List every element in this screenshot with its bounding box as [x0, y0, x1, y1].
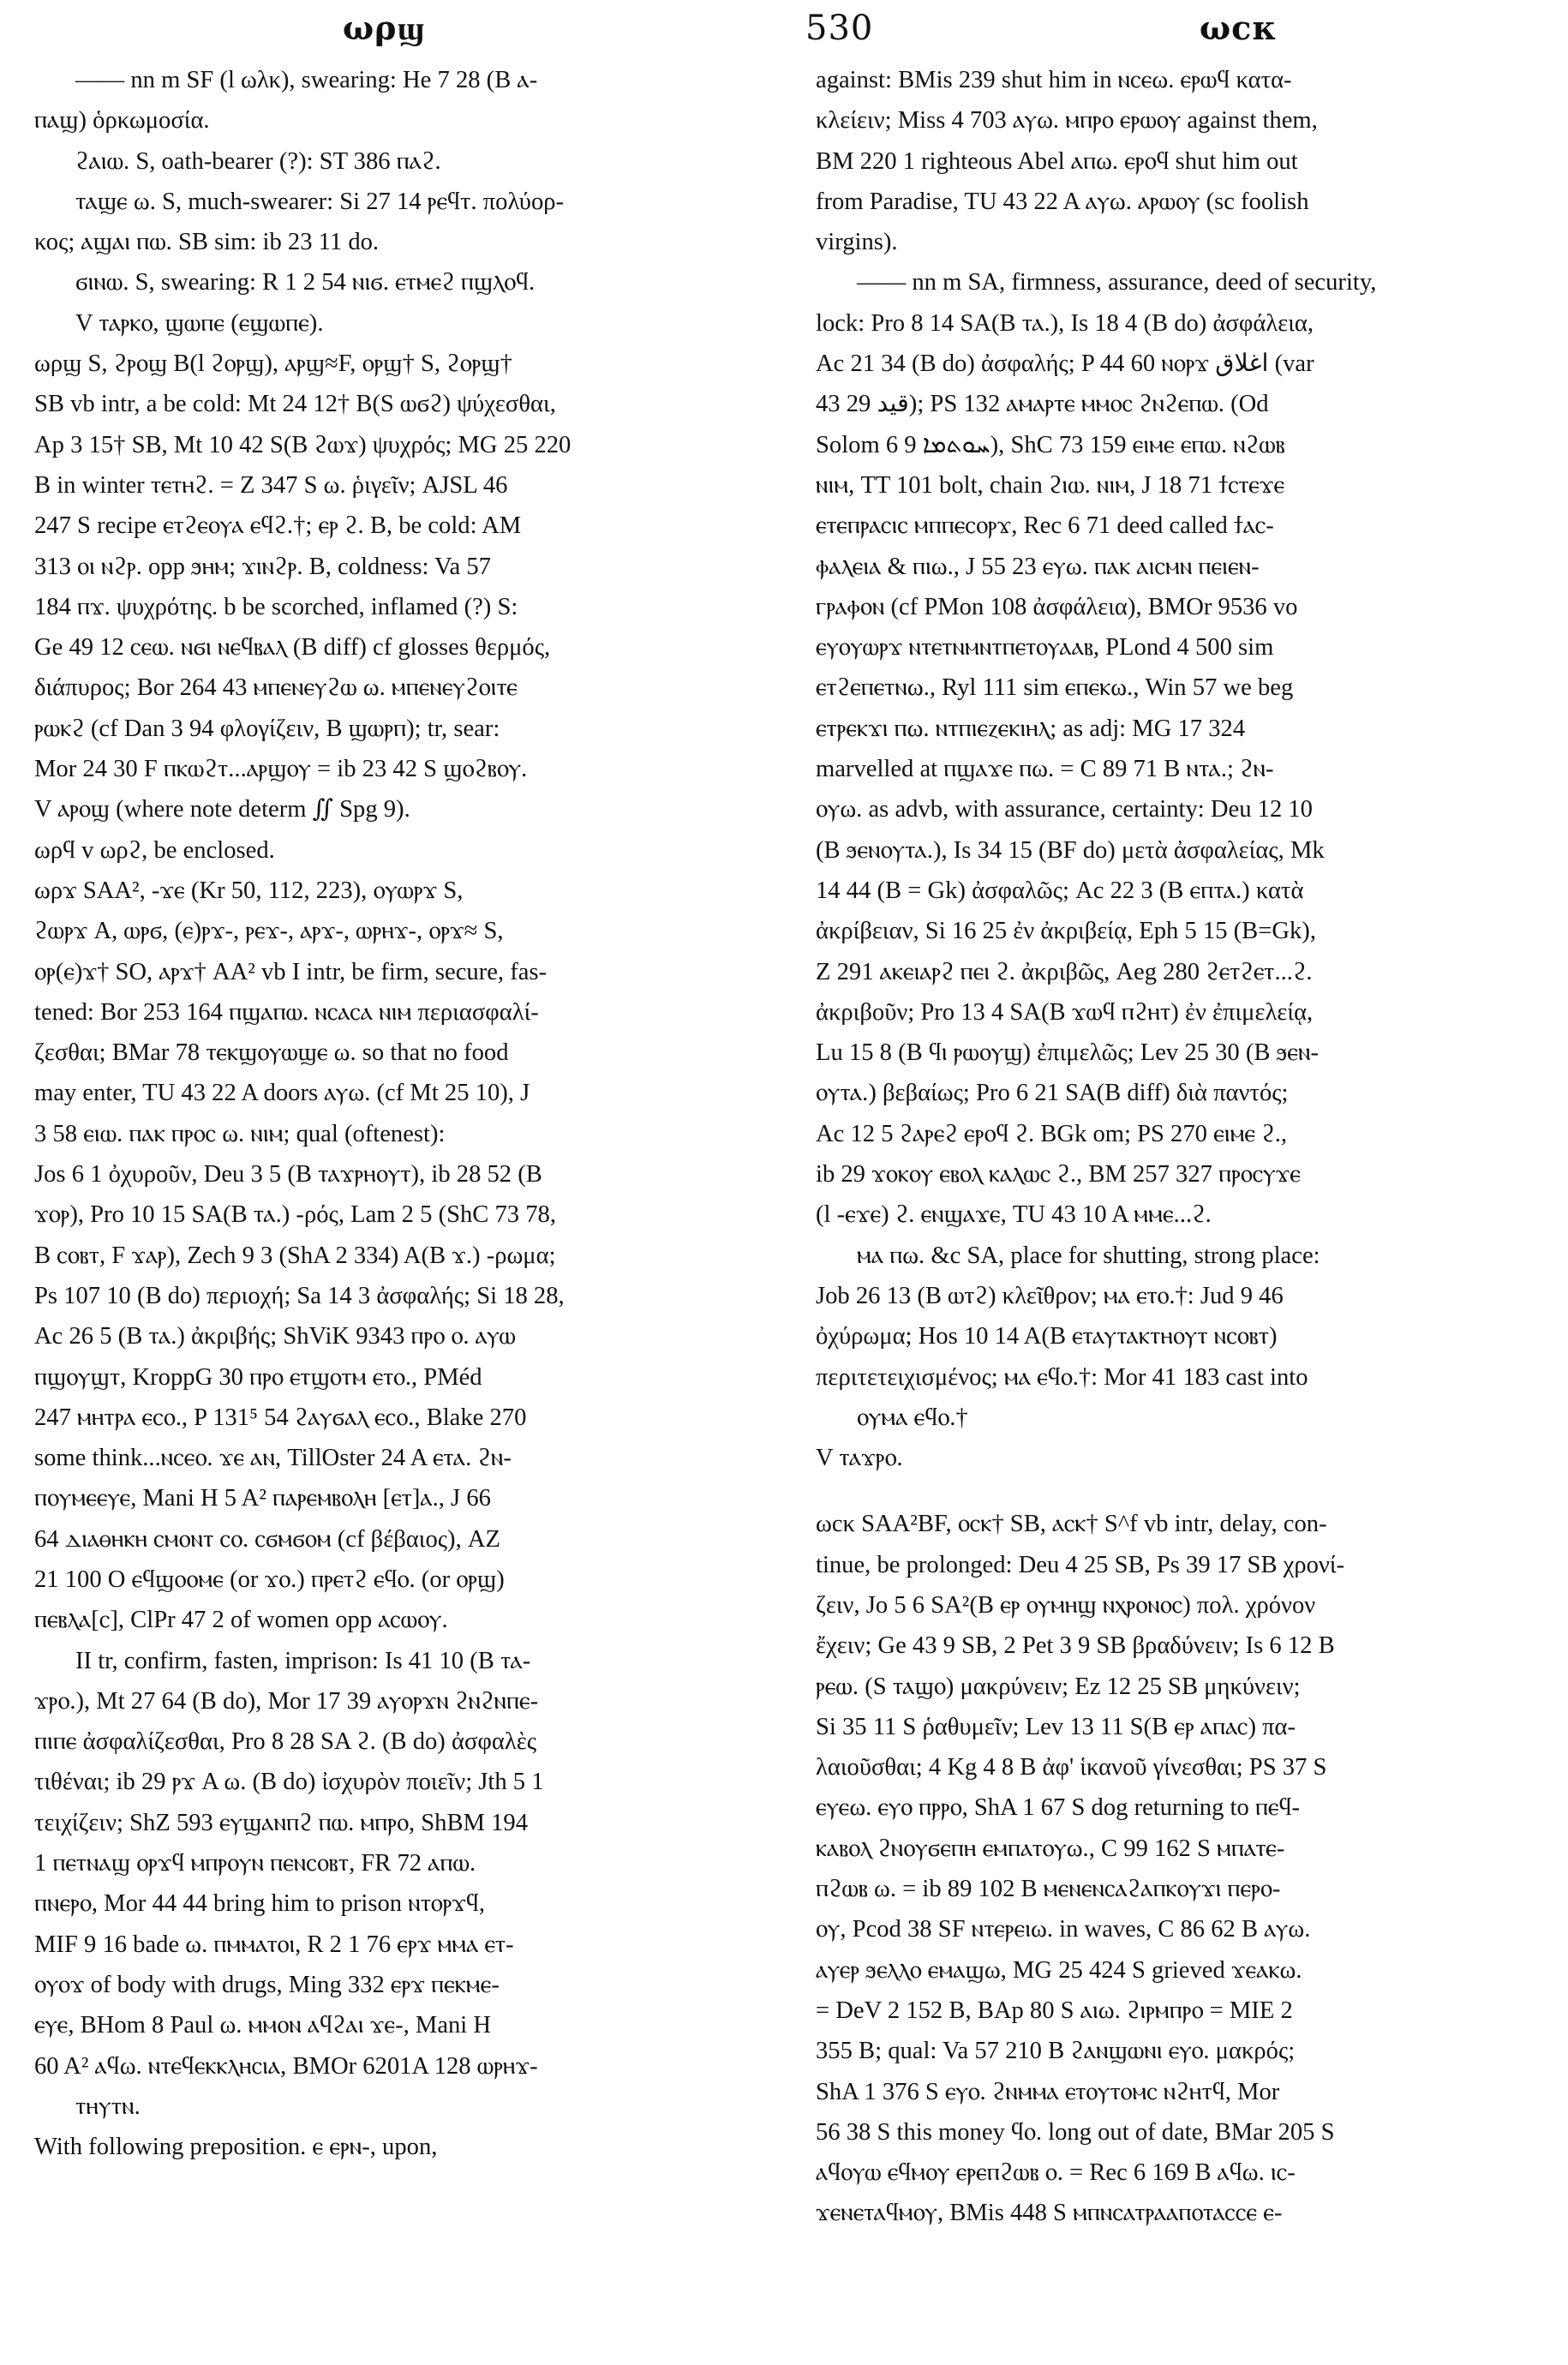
text-line: ⲟⲩⲙⲁ ⲉϥⲟ.† [857, 1404, 968, 1431]
text-line: MIF 9 16 bade ω. ⲡⲙⲙⲁⲧⲟⲓ, R 2 1 76 ⲉⲣϫ ⲙⲙⲁ ⲉⲧ- [34, 1931, 514, 1958]
text-line: ⲟⲩω. as advb, with assurance, certainty: Deu 12 10 [816, 796, 1313, 823]
text-line: 64 ⲇⲓⲁⲑⲏⲕⲏ ⲥⲙⲟⲛⲧ ⲥⲟ. ⲥϭⲙϭⲟⲙ (cf βέβαιος), AZ [34, 1525, 500, 1553]
text-line: ⲡⲁϣ) ὁρκωμοσία. [34, 107, 210, 135]
text-line: ϩⲁⲓⲱ. S, oath-bearer (?): ST 386 ⲡⲁϩ. [75, 147, 441, 175]
text-line: —— nn m SF (l ωλκ), swearing: He 7 28 (B ⲁ- [75, 67, 538, 93]
text-line: ὀχύρωμα; Hos 10 14 A(B ⲉⲧⲁⲩⲧⲁⲕⲧⲏⲟⲩⲧ ⲛⲥⲟⲃⲧ) [816, 1323, 1278, 1350]
text-line: ϩⲱⲣϫ A, ⲱⲣϭ, (ⲉ)ⲣϫ-, ⲣⲉϫ-, ⲁⲣϫ-, ⲱⲣⲏϫ-, ⲟⲣϫ≈ S, [34, 918, 504, 945]
text-line: ϫⲉⲛⲉⲧⲁϥⲙⲟⲩ, BMis 448 S ⲙⲡⲛⲥⲁⲧⲣⲁⲁⲡⲟⲧⲁⲥⲥⲉ ⲉ- [816, 2200, 1283, 2227]
text-line: ⲉⲩⲉ, BHom 8 Paul ω. ⲙⲙⲟⲛ ⲁϥϩⲁⲓ ϫⲉ-, Mani H [34, 2012, 492, 2039]
text-line: V ⲧⲁϫⲣⲟ. [816, 1445, 903, 1472]
text-line: = DeV 2 152 B, BAp 80 S ⲁⲓω. ϩⲓⲣⲙⲡⲣⲟ = MIE 2 [816, 1997, 1293, 2024]
text-line: marvelled at ⲡϣⲁϫⲉ ⲡω. = C 89 71 B ⲛⲧⲁ.; ϩⲛ- [816, 756, 1274, 783]
text-line: ⲣⲱⲕϩ (cf Dan 3 94 φλογίζειν, B ϣⲱⲣⲡ); tr, sear: [34, 715, 500, 742]
text-line: λαιοῦσθαι; 4 Kg 4 8 B ἀφ' ἱκανοῦ γίνεσθαι; PS 37 S [816, 1754, 1327, 1781]
text-line: 247 S recipe ⲉⲧϩⲉⲟⲩⲁ ⲉϥϩ.†; ⲉⲣ ϩ. B, be cold: AM [34, 512, 522, 540]
text-line: Solom 6 9 ܚܘܬܡܐ), ShC 73 159 ⲉⲓⲙⲉ ⲉⲡⲱ. ⲛϩⲱⲃ [816, 431, 1285, 458]
text-line: ⲟⲩⲟϫ of body with drugs, Ming 332 ⲉⲣϫ ⲡⲉⲕⲙⲉ- [34, 1971, 500, 1998]
text-line: V ⲧⲁⲣⲕⲟ, ϣⲱⲡⲉ (ⲉϣⲱⲡⲉ). [75, 309, 324, 337]
text-line: Jos 6 1 ὀχυροῦν, Deu 3 5 (B ⲧⲁϫⲣⲏⲟⲩⲧ), ib 28 52 (B [34, 1161, 542, 1188]
text-line: ⲕⲁⲃⲟⲗ ϩⲛⲟⲩϭⲉⲡⲏ ⲉⲙⲡⲁⲧⲟⲩω., C 99 162 S ⲙⲡⲁⲧⲉ- [816, 1835, 1285, 1862]
text-line: 56 38 S this money ϥⲟ. long out of date, BMar 205 S [816, 2118, 1335, 2146]
text-line: ⲉⲩⲟⲩⲱⲣϫ ⲛⲧⲉⲧⲛⲙⲛⲧⲡⲉⲧⲟⲩⲁⲁⲃ, PLond 4 500 sim [816, 634, 1274, 662]
text-line: Ac 21 34 (B do) ἀσφαλής; P 44 60 ⲛⲟⲣϫ اغلاق (var [816, 350, 1314, 378]
text-line: lock: Pro 8 14 SA(B ⲧⲁ.), Is 18 4 (B do) ἀσφάλεια, [816, 309, 1314, 337]
text-line: 14 44 (B = Gk) ἀσφαλῶς; Ac 22 3 (B ⲉⲡⲧⲁ.) κατὰ [816, 877, 1304, 904]
text-line: ϫⲟⲣ), Pro 10 15 SA(B ⲧⲁ.) -ρός, Lam 2 5 (ShC 73 78, [34, 1201, 556, 1229]
text-line: ⲁⲩⲉⲣ ϧⲉⲗⲗⲟ ⲉⲙⲁϣω, MG 25 424 S grieved ϫⲉⲁⲕω. [816, 1956, 1302, 1984]
text-line: κλείειν; Miss 4 703 ⲁⲩω. ⲙⲡⲣⲟ ⲉⲣⲱⲟⲩ against them, [816, 107, 1318, 135]
text-line: With following preposition. ⲉ ⲉⲣⲛ-, upon, [34, 2134, 438, 2161]
text-line: διάπυρος; Bor 264 43 ⲙⲡⲉⲛⲉⲩϩⲱ ω. ⲙⲡⲉⲛⲉⲩϩⲟⲓⲧⲉ [34, 674, 518, 702]
text-line: ωρϫ SAA², -ϫⲉ (Kr 50, 112, 223), ⲟⲩⲱⲣϫ S, [34, 877, 464, 904]
text-line: ShA 1 376 S ⲉⲩⲟ. ϩⲛⲙⲙⲁ ⲉⲧⲟⲩⲧⲟⲙⲥ ⲛϩⲏⲧϥ, Mor [816, 2078, 1280, 2105]
text-line: ζειν, Jo 5 6 SA²(B ⲉⲣ ⲟⲩⲙⲏϣ ⲛⲭⲣⲟⲛⲟⲥ) πολ. χρόνον [816, 1591, 1316, 1619]
text-line: Mor 24 30 F ⲡⲕⲱϩⲧ...ⲁⲣϣⲟⲩ = ib 23 42 S ϣⲟϩⲃⲟⲩ. [34, 756, 528, 783]
text-line: against: BMis 239 shut him in ⲛⲥⲉω. ⲉⲣⲱϥ κατα- [816, 67, 1292, 93]
text-line: ⲫⲁⲗⲉⲓⲁ & ⲡⲓω., J 55 23 ⲉⲩω. ⲡⲁⲕ ⲁⲓⲥⲙⲛ ⲡⲉⲓⲉⲛ- [816, 553, 1260, 580]
text-line: 21 100 O ⲉϥϣⲟⲟⲙⲉ (or ϫⲟ.) ⲡⲣⲉⲧϩ ⲉϥⲟ. (or ⲟⲣϣ) [34, 1566, 505, 1593]
left-running-headword: ωρϣ [343, 9, 426, 47]
text-line: ⲧⲏⲩⲧⲛ. [75, 2093, 141, 2120]
text-line: 247 ⲙⲏⲧⲣⲁ ⲉⲥⲟ., P 131⁵ 54 ϩⲁⲩϭⲁⲗ ⲉⲥⲟ., Blake 270 [34, 1404, 527, 1431]
text-line: 60 A² ⲁϥω. ⲛⲧⲉϥⲉⲕⲕⲗⲏⲥⲓⲁ, BMOr 6201A 128 ⲱⲣⲏϫ- [34, 2052, 538, 2080]
text-line: ⲉⲧⲣⲉⲕϫⲓ ⲡω. ⲛⲧⲡⲓⲉⲍⲉⲕⲓⲏⲗ; as adj: MG 17 324 [816, 715, 1246, 742]
page-header [51, 9, 1534, 51]
page-number: 530 [805, 9, 874, 48]
text-line: ⲡϣⲟⲩϣⲧ, KroppG 30 ⲡⲣⲟ ⲉⲧϣⲟⲧⲙ ⲉⲧⲟ., PMéd [34, 1363, 482, 1391]
text-line: (l -ⲉϫⲉ) ϩ. ⲉⲛϣⲁϫⲉ, TU 43 10 A ⲙⲙⲉ...ϩ. [816, 1201, 1212, 1229]
text-line: Lu 15 8 (B ϥⲓ ⲣⲱⲟⲩϣ) ἐπιμελῶς; Lev 25 30 (B ϧⲉⲛ- [816, 1039, 1319, 1067]
text-line: ⲙⲁ ⲡω. &c SA, place for shutting, strong place: [857, 1242, 1320, 1269]
text-line: Ac 26 5 (B ⲧⲁ.) ἀκριβής; ShViK 9343 ⲡⲣⲟ ⲟ. ⲁⲩⲱ [34, 1323, 516, 1350]
right-column [816, 60, 1553, 2234]
text-line: Job 26 13 (B ⲱⲧϩ) κλεῖθρον; ⲙⲁ ⲉⲧⲟ.†: Jud 9 46 [816, 1282, 1284, 1309]
text-line: II tr, confirm, fasten, imprison: Is 41 10 (B ⲧⲁ- [75, 1647, 531, 1674]
text-line: virgins). [816, 229, 898, 256]
text-line: B in winter ⲧⲉⲧⲏϩ. = Z 347 S ω. ῥιγεῖν; AJSL 46 [34, 471, 508, 499]
text-line: ωρϣ S, ϩⲣⲟϣ B(l ϩⲟⲣϣ), ⲁⲣϣ≈F, ⲟⲣϣ† S, ϩⲟⲣϣ† [34, 350, 512, 378]
text-line: (B ϧⲉⲛⲟⲩⲧⲁ.), Is 34 15 (BF do) μετὰ ἀσφαλείας, Mk [816, 836, 1325, 864]
text-line: ⲉⲧϩⲉⲡⲉⲧⲛω., Ryl 111 sim ⲉⲡⲉⲕω., Win 57 we beg [816, 674, 1294, 702]
text-line: tinue, be prolonged: Deu 4 25 SB, Ps 39 17 SB χρονί- [816, 1551, 1345, 1578]
text-line: ϭⲓⲛⲱ. S, swearing: R 1 2 54 ⲛⲓϭ. ⲉⲧⲙⲉϩ ⲡϣⲗⲟϥ. [75, 269, 536, 296]
text-line: ⲡⲉⲃⲗⲁ[ⲥ], ClPr 47 2 of women opp ⲁⲥⲱⲟⲩ. [34, 1607, 448, 1634]
text-line: ⲡⲓⲡⲉ ἀσφαλίζεσθαι, Pro 8 28 SA ϩ. (B do) ἀσφαλὲς [34, 1728, 537, 1756]
text-line: 355 B; qual: Va 57 210 B ϩⲁⲛϣⲱⲛⲓ ⲉⲩⲟ. μακρός; [816, 2038, 1296, 2065]
text-line: τιθέναι; ib 29 ⲣϫ A ω. (B do) ἰσχυρὸν ποιεῖν; Jth 5 1 [34, 1769, 544, 1796]
text-line: some think...ⲛⲥⲉⲟ. ϫⲉ ⲁⲛ, TillOster 24 A ⲉⲧⲁ. ϩⲛ- [34, 1445, 512, 1472]
text-line: tened: Bor 253 164 ⲡϣⲁⲡⲱ. ⲛⲥⲁⲥⲁ ⲛⲓⲙ περιασφαλί- [34, 998, 539, 1026]
text-line: V ⲁⲣⲟϣ (where note determ ∬ Spg 9). [34, 796, 410, 823]
text-line: Ap 3 15† SB, Mt 10 42 S(B ϩⲱϫ) ψυχρός; MG 25 220 [34, 431, 572, 458]
text-line: ⲟⲩ, Pcod 38 SF ⲛⲧⲉⲣⲉⲓω. in waves, C 86 62 B ⲁⲩω. [816, 1916, 1311, 1943]
text-line: 313 ⲟⲓ ⲛϩⲣ. opp ϧⲏⲙ; ϫⲓⲛϩⲣ. B, coldness: Va 57 [34, 553, 491, 580]
text-line: περιτετειχισμένος; ⲙⲁ ⲉϥⲟ.†: Mor 41 183 cast into [816, 1363, 1308, 1391]
text-line: ἔχειν; Ge 43 9 SB, 2 Pet 3 9 SB βραδύνειν; Is 6 12 B [816, 1632, 1335, 1660]
text-line: ⲡⲛⲉⲣⲟ, Mor 44 44 bring him to prison ⲛⲧⲟⲣϫϥ, [34, 1890, 485, 1918]
text-line: ζεσθαι; BMar 78 ⲧⲉⲕϣⲟⲩⲱϣⲉ ω. so that no food [34, 1039, 509, 1067]
text-line: Ac 12 5 ϩⲁⲣⲉϩ ⲉⲣⲟϥ ϩ. BGk om; PS 270 ⲉⲓⲙⲉ ϩ., [816, 1120, 1288, 1147]
left-column [34, 60, 771, 2167]
text-line: τειχίζειν; ShZ 593 ⲉⲩϣⲁⲛⲡϩ ⲡⲱ. ⲙⲡⲣⲟ, ShBM 194 [34, 1809, 529, 1836]
text-line: Ps 107 10 (B do) περιοχή; Sa 14 3 ἀσφαλής; Si 18 28, [34, 1282, 565, 1309]
text-line: 1 ⲡⲉⲧⲛⲁϣ ⲟⲣϫϥ ⲙⲡⲣⲟⲩⲛ ⲡⲉⲛⲥⲟⲃⲧ, FR 72 ⲁⲡⲱ. [34, 1850, 476, 1877]
text-line: ⲉⲩⲉω. ⲉⲩⲟ ⲡⲣⲣⲟ, ShA 1 67 S dog returning to ⲡⲉϥ- [816, 1794, 1301, 1822]
text-line: ⲡⲟⲩⲙⲉⲉⲩⲉ, Mani H 5 A² ⲡⲁⲣⲉⲙⲃⲟⲗⲏ [ⲉⲧ]ⲁ., J 66 [34, 1485, 491, 1512]
text-line: ⲣⲉⲱ. (S ⲧⲁϣⲟ) μακρύνειν; Ez 12 25 SB μηκύνειν; [816, 1673, 1301, 1700]
text-line: ⲉⲧⲉⲡⲣⲁⲥⲓⲥ ⲙⲡⲡⲉⲥⲟⲣϫ, Rec 6 71 deed called ϯⲁⲥ- [816, 512, 1274, 540]
text-line: 43 29 قيد); PS 132 ⲁⲙⲁⲣⲧⲉ ⲙⲙⲟⲥ ϩⲛϩⲉⲡⲱ. (Od [816, 391, 1269, 418]
text-line: Ge 49 12 ⲥⲉⲱ. ⲛϭⲓ ⲛⲉϥⲃⲁⲗ (B diff) cf glosses θερμός, [34, 634, 551, 662]
text-line: 184 ⲡϫ. ψυχρότης. b be scorched, inflamed (?) S: [34, 593, 518, 620]
text-line: ϫⲣⲟ.), Mt 27 64 (B do), Mor 17 39 ⲁⲩⲟⲣϫⲛ ϩⲛϩⲛⲡⲉ- [34, 1687, 539, 1715]
text-line: κος; ⲁϣⲁⲓ ⲡⲱ. SB sim: ib 23 11 do. [34, 229, 380, 256]
text-line: ⲛⲓⲙ, TT 101 bolt, chain ϩⲓⲱ. ⲛⲓⲙ, J 18 71 ϯⲥⲧⲉϫⲉ [816, 471, 1285, 499]
text-line: SB vb intr, a be cold: Mt 24 12† B(S ⲱϭϩ) ψύχεσθαι, [34, 391, 556, 418]
text-line: Z 291 ⲁⲕⲉⲓⲁⲣϩ ⲡⲉⲓ ϩ. ἀκριβῶς, Aeg 280 ϩⲉⲧϩⲉⲧ...ϩ. [816, 958, 1313, 985]
text-line: may enter, TU 43 22 A doors ⲁⲩω. (cf Mt 25 10), J [34, 1080, 530, 1107]
text-line: ib 29 ϫⲟⲕⲟⲩ ⲉⲃⲟⲗ ⲕⲁⲗⲱⲥ ϩ., BM 257 327 ⲡⲣⲟⲥⲩϫⲉ [816, 1161, 1301, 1188]
text-line: —— nn m SA, firmness, assurance, deed of security, [857, 269, 1377, 296]
text-line: ωρϥ v ωρϩ, be enclosed. [34, 836, 275, 864]
text-line: BM 220 1 righteous Abel ⲁⲡω. ⲉⲣⲟϥ shut him out [816, 147, 1298, 175]
text-line: ωcκ SAA²BF, ⲟⲥⲕ† SB, ⲁⲥⲕ† S^f vb intr, delay, con- [816, 1511, 1327, 1538]
text-line: from Paradise, TU 43 22 A ⲁⲩω. ⲁⲣⲱⲟⲩ (sc foolish [816, 188, 1309, 215]
text-line: ⲡϩⲱⲃ ω. = ib 89 102 B ⲙⲉⲛⲉⲛⲥⲁϩⲁⲡⲕⲟⲩϫⲓ ⲡⲉⲣⲟ- [816, 1876, 1281, 1903]
text-line: B ⲥⲟⲃⲧ, F ϫⲁⲣ), Zech 9 3 (ShA 2 334) A(B ϫ.) -ρωμα; [34, 1242, 556, 1269]
text-line: ⲁϥⲟⲩⲱ ⲉϥⲙⲟⲩ ⲉⲣⲉⲡϩⲱⲃ ⲟ. = Rec 6 169 B ⲁϥω. ⲓⲥ- [816, 2159, 1296, 2187]
text-line: ⲟⲩⲧⲁ.) βεβαίως; Pro 6 21 SA(B diff) διὰ παντός; [816, 1080, 1289, 1107]
text-line: ⲟⲣ(ⲉ)ϫ† SO, ⲁⲣϫ† AA² vb I intr, be firm, secure, fas- [34, 958, 548, 985]
text-line: ἀκριβοῦν; Pro 13 4 SA(B ϫⲱϥ ⲡϩⲏⲧ) ἐν ἐπιμελείᾳ, [816, 998, 1314, 1026]
paragraph-gap [816, 1478, 1553, 1504]
text-line: ⲧⲁϣⲉ ω. S, much-swearer: Si 27 14 ⲣⲉϥⲧ. πολύορ- [75, 188, 565, 215]
right-running-headword: ωcκ [1200, 9, 1278, 47]
text-line: 3 58 ⲉⲓⲱ. ⲡⲁⲕ ⲡⲣⲟⲥ ω. ⲛⲓⲙ; qual (oftenest): [34, 1120, 446, 1147]
text-line: ⲅⲣⲁⲫⲟⲛ (cf PMon 108 ἀσφάλεια), BMOr 9536 vo [816, 593, 1298, 620]
text-line: Si 35 11 S ῥαθυμεῖν; Lev 13 11 S(B ⲉⲣ ⲁⲡⲁⲥ) πα- [816, 1713, 1296, 1740]
text-line: ἀκρίβειαν, Si 16 25 ἐν ἀκριβείᾳ, Eph 5 15 (B=Gk), [816, 918, 1316, 945]
